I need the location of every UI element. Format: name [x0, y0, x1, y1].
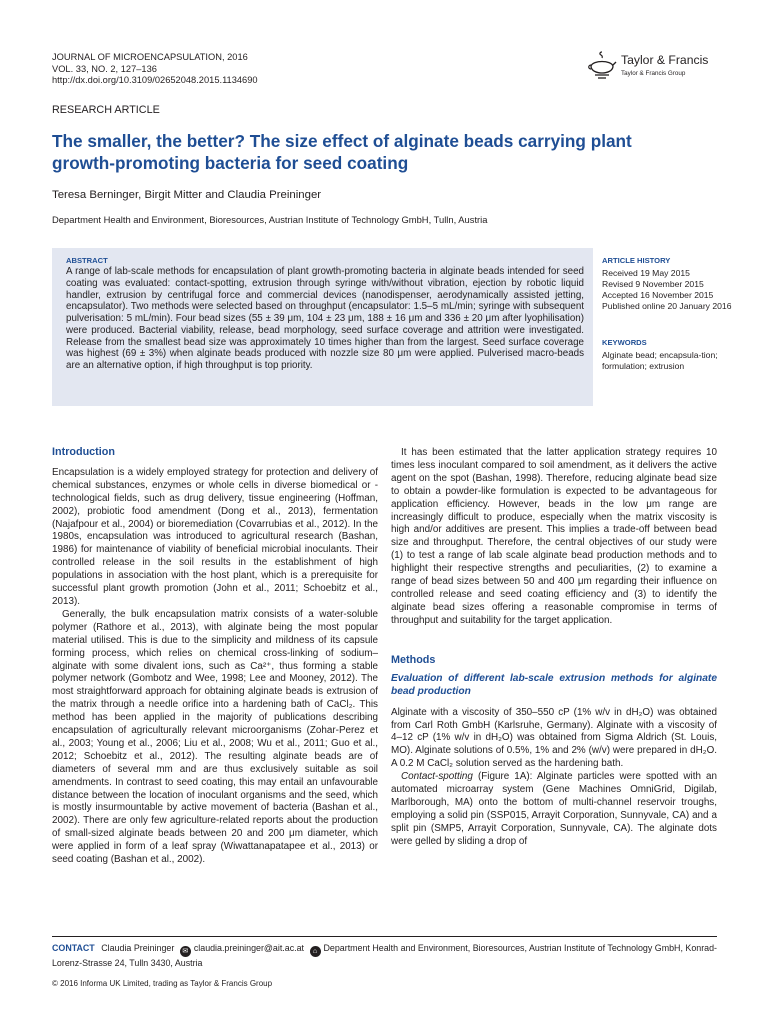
abstract-text: A range of lab-scale methods for encapsulation of plant growth-promoting bacteria in alginate beads intended for seed coating was evaluated: contact-spotting, extrusion through syringe with/without vibration, ejection by robotic liquid handler, extrusion by centrifugal force and commercial devices (nanodispenser, aerodynamically assisted jetting, encapsulator). Two methods were selected based on throughput (encapsulator: 1.5–5 mL/min; syringe with subsequent pulverisation: 5 mL/min). Four bead sizes (55 ± 39 μm, 104 ± 23 μm, 188 ± 16 μm and 336 ± 20 μm after lyophilisation) were produced. Bacterial viability, release, bead morphology, seed surface coverage and attrition were investigated. Release from the smallest bead size was approximately 10 times higher than from the largest. Seed surface coverage was highest (69 ± 3%) when alginate beads produced with nozzle size 80 μm were applied. Pulverised macro-beads are an alternative option, if high throughput is top priority.	[66, 266, 584, 371]
methods-heading: Methods	[391, 653, 436, 666]
history-accepted: Accepted 16 November 2015	[602, 289, 714, 300]
history-revised: Revised 9 November 2015	[602, 278, 704, 289]
left-column	[52, 446, 378, 867]
methods-paragraph-1: Alginate with a viscosity of 350–550 cP (1% w/v in dH₂O) was obtained from Carl Roth GmbH (Karlsruhe, Germany). Alginate with a viscosity of 4–12 cP (1% w/v in dH₂O) was obtained from Sigma Aldrich (St. Louis, MO). Alginate solutions of 0.5%, 1% and 2% (w/v) were prepared in dH₂O. A 0.2 M CaCl₂ solution served as the hardening bath.	[391, 706, 717, 770]
intro-paragraph-1: Encapsulation is a widely employed strategy for protection and delivery of chemical substances, enzymes or whole cells in diverse biomedical or -technological fields, such as drug delivery, tissue engineering (Hoffman, 2002), probiotic food amendment (Dong et al., 2013), fermentation (Najafpour et al., 2004) or bioremediation (Covarrubias et al., 2012). In the 1980s, encapsulation was introduced to agricultural research (Bashan, 1986) for maintenance of viability of beneficial microbial inoculants. Their controlled release in the soil results in the establishment of high populations in association with the host plant, which is a prerequisite for successful plant growth promotion (John et al., 2011; Schoebitz et al., 2013).	[52, 466, 378, 607]
contact-address: Department Health and Environment, Bioresources, Austrian Institute of Technology GmbH, Konrad-Lorenz-Strasse 24, Tulln 3430, Austria	[52, 943, 717, 968]
history-received: Received 19 May 2015	[602, 267, 690, 278]
contact-spotting-lead: Contact-spotting	[401, 771, 473, 783]
journal-name: JOURNAL OF MICROENCAPSULATION, 2016	[52, 52, 248, 62]
contact-name: Claudia Preininger	[101, 943, 175, 953]
publisher-group: Taylor & Francis Group	[621, 70, 686, 77]
contact-email-link[interactable]: claudia.preininger@ait.ac.at	[193, 943, 304, 953]
publisher-logo	[587, 46, 715, 86]
keywords-text: Alginate bead; encapsula-tion; formulation; extrusion	[602, 349, 718, 371]
authors: Teresa Berninger, Birgit Mitter and Claudia Preininger	[52, 189, 322, 201]
intro-paragraph-2: Generally, the bulk encapsulation matrix consists of a water-soluble polymer (Rathore et al., 2013), with alginate being the most popular material utilised. This is due to the simplicity and mildness of its capsule forming process, which relies on chemical cross-linking of sodium–alginate with some divalent ions, such as Ca²⁺, thus forming a stable polymer network (Gombotz and Wee, 1998; Lee and Mooney, 2012). The most straightforward approach for obtaining alginate beads is extrusion of the matrix through a needle orifice into a hardening bath of CaCl₂. This method has been applied in the majority of publications describing encapsulation of agriculturally relevant microorganisms (Zohar-Perez et al., 2003; Young et al., 2006; Liu et al., 2008; Wu et al., 2011; Guo et al., 2012; Schoebitz et al., 2012). The resulting alginate beads are of diameters of several mm and are thus exclusively suitable as soil amendments. In contrast to seed coating, this may entail an unfavourable distance between the location of inoculant organisms and the seed, which is mostly insurmountable by active movement of bacteria (Bashan et al., 2002). There are only few agriculture-related reports about the production of small-sized alginate beads between 20 and 200 μm diameter, which were applied in form of a leaf spray (Wiwattanapatapee et al., 2013) or seed coating (Bashan et al., 2002).	[52, 608, 378, 866]
affiliation: Department Health and Environment, Bioresources, Austrian Institute of Technology GmbH, Tulln, Austria	[52, 214, 488, 225]
methods-paragraph-2-text: (Figure 1A): Alginate particles were spotted with an automated microarray system (Gene Machines OmniGrid, Digilab, Marlborough, MA) onto the bottom of multi-channel reservoir troughs, employing a solid pin (SSP015, Arrayit Corporation, Sunnyvale, CA) and a split pin (SMP5, Arrayit Corporation, Sunnyvale, CA). The alginate dots were gelled by sliding a drop of	[391, 771, 717, 847]
contact-block	[52, 942, 717, 970]
copyright: © 2016 Informa UK Limited, trading as Taylor & Francis Group	[52, 979, 273, 988]
intro-paragraph-3: It has been estimated that the latter application strategy requires 10 times less inoculant compared to soil amendment, as it delivers the active agent on the spot (Bashan, 1998). Therefore, reducing alginate bead size to obtain a powder-like formulation is expected to be advantageous for application efficiency. However, beads in the low μm range are increasingly difficult to produce, especially when the matrix viscosity is high and/or additives are present. This implies a trade-off between bead size and throughput. Therefore, the central objectives of our study were (1) to test a range of lab scale alginate bead production methods and to highlight their respective strengths and peculiarities, (2) to examine a range of bead sizes between 50 and 400 μm regarding their influence on controlled release and seed coating efficiency and (3) to identify the alginate bead sizes offering a reasonable compromise in terms of throughput and suitability for the target application.	[391, 447, 717, 626]
article-type: RESEARCH ARTICLE	[52, 104, 160, 116]
journal-doi-link[interactable]: http://dx.doi.org/10.3109/02652048.2015.1134690	[52, 75, 258, 86]
abstract-box	[52, 248, 593, 406]
keywords-label: KEYWORDS	[602, 338, 647, 347]
journal-volume: VOL. 33, NO. 2, 127–136	[52, 63, 157, 74]
teapot-lamp-icon	[587, 48, 617, 82]
contact-label: CONTACT	[52, 943, 95, 953]
history-label: ARTICLE HISTORY	[602, 256, 671, 265]
article-history	[602, 256, 732, 312]
keywords	[602, 338, 732, 372]
address-icon: ⌂	[310, 946, 321, 957]
article-title: The smaller, the better? The size effect of alginate beads carrying plant growth-promoting bacteria for seed coating	[52, 131, 632, 173]
abstract-label: ABSTRACT	[66, 256, 108, 265]
email-icon: ✉	[180, 946, 191, 957]
methods-subheading: Evaluation of different lab-scale extrusion methods for alginate bead production	[391, 672, 717, 697]
methods-paragraph-2	[391, 771, 717, 848]
history-published: Published online 20 January 2016	[602, 300, 732, 311]
journal-meta	[52, 52, 258, 87]
publisher-name: Taylor & Francis	[621, 53, 709, 67]
right-column	[391, 447, 717, 849]
intro-heading: Introduction	[52, 446, 115, 458]
footer-divider	[52, 936, 717, 937]
